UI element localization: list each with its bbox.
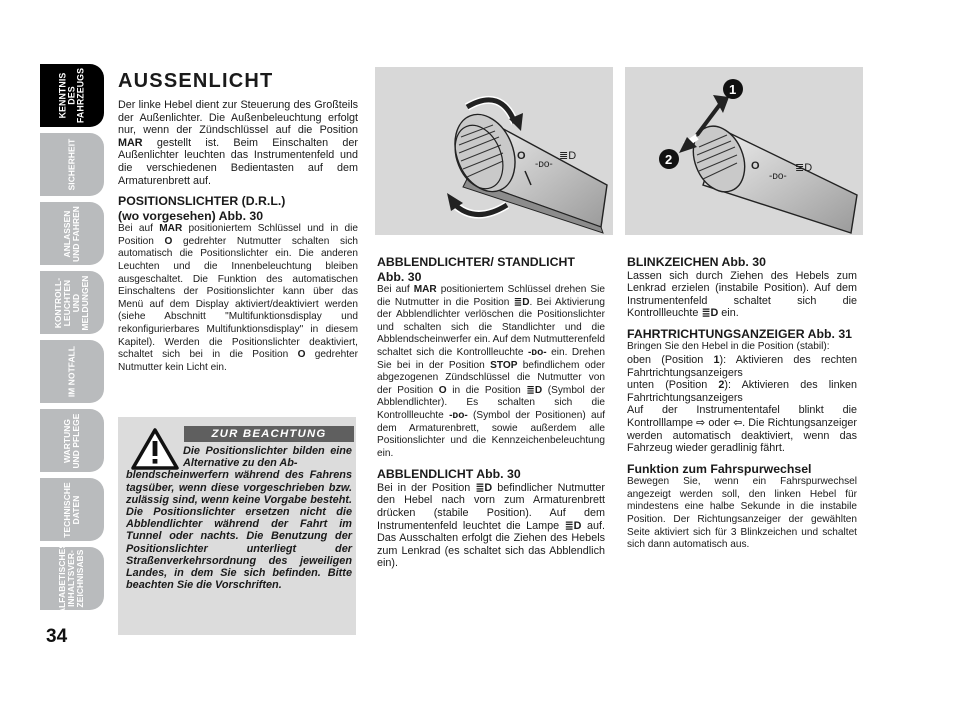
warning-tag: ZUR BEACHTUNG [184, 426, 354, 442]
figure-31-lever [625, 67, 863, 235]
position-light-icon: -ᴅᴏ- [527, 346, 547, 358]
figure-31-label-1: 1 [729, 82, 737, 97]
tab-kontrollleuchten[interactable] [40, 271, 104, 334]
fahrspurwechsel-heading: Funktion zum Fahrspurwechsel [627, 461, 812, 476]
fahrtrichtungsanzeiger-heading: FAHRTRICHTUNGSANZEIGER Abb. 31 [627, 326, 852, 341]
fahrtrichtung-unten: unten (Position 2): Aktivieren des linken Fahrtrichtungsanzeigers [627, 379, 857, 404]
tab-label: KONTROLL- LEUCHTEN UND MELDUNGEN [53, 275, 90, 330]
position-2-badge: 2 [718, 379, 725, 392]
svg-text:≣D: ≣D [559, 150, 577, 162]
high-beam-icon: ≣D [701, 307, 719, 320]
tab-technische-daten[interactable] [40, 478, 104, 541]
tab-label: TECHNISCHE DATEN [62, 481, 81, 538]
column-blinkzeichen [627, 255, 857, 552]
tab-label: IM NOTFALL [66, 345, 77, 398]
position-light-icon: -ᴅᴏ- [449, 409, 468, 421]
tab-label: KENNTNIS DES FAHRZEUGS [57, 67, 86, 124]
tab-sicherheit[interactable] [40, 133, 104, 196]
svg-text:-ᴅᴏ-: -ᴅᴏ- [535, 159, 553, 170]
warning-box [118, 417, 356, 635]
fahrtrichtung-kontrolllampe: Auf der Instrumententafel blinkt die Kontrolllampe ⇨ oder ⇦. Die Richtungsanzeiger werden automatisch deaktiviert, wenn das Fahrzeug wieder geradlinig fährt. [627, 404, 858, 455]
tab-anlassen-und-fahren[interactable] [40, 202, 104, 265]
intro-paragraph: Der linke Hebel dient zur Steuerung des Großteils der Außenlichter. Die Außenbeleuchtung erfolgt nur, wenn der Zündschlüssel auf die Position MAR gestellt ist. Beim Einschalten der Außenlichter leuchten das Instrumentenfeld und die verschiedenen Bedientasten auf dem Armaturenbrett auf. [118, 99, 358, 187]
section-title: AUSSENLICHT [118, 70, 274, 92]
lever-illustration [375, 67, 613, 235]
abblendlicht-paragraph: Bei in der Position ≣D befindlicher Nutmutter den Hebel nach vorn zum Armaturenbrett drücken (stabile Position). Auf dem Instrumentenfeld leuchtet die Lampe ≣D auf. Das Ausschalten erfolgt die Ziehen des Hebels zum Lenkrad (es schaltet sich das Abblendlich ein). [377, 481, 605, 570]
abblendlichter-heading: ABBLENDLICHTER/ STANDLICHT Abb. 30 [377, 255, 575, 284]
figure-31-label-2: 2 [665, 152, 673, 167]
fahrtrichtung-intro: Bringen Sie den Hebel in die Position (stabil): [627, 341, 830, 353]
chapter-tabs [40, 64, 104, 616]
fahrspurwechsel-paragraph: Bewegen Sie, wenn ein Fahrspurwechsel angezeigt werden soll, den linken Hebel für mindestens eine halbe Sekunde in die instabile Position. Der Richtungsanzeiger der gewählten Seite aktiviert sich für 3 Blinkzeichen und schaltet sich dann automatisch aus. [627, 476, 857, 551]
figure-30-lever [375, 67, 613, 235]
low-beam-icon: ≣D [513, 296, 530, 308]
abblendlichter-paragraph: Bei auf MAR positioniertem Schlüssel drehen Sie die Nutmutter in die Position ≣D. Bei Aktivierung der Abblendlichter verlöschen die Positionslichter und schalten sich die Standlichter und die Abblendscheinwerfer ein. Auf dem Nutmutterenfeld schaltet sich die Kontrollleuchte -ᴅᴏ- ein. Drehen Sie bei in der Position STOP befindlichem oder abgezogenen Zündschlüssel die Nutmutter von der Position O in die Position ≣D (Symbol der Abblendlichter). Es schalten sich die Kontrollleuchte -ᴅᴏ- (Symbol der Positionen) auf dem Armaturenbrett, sowie außerdem alle Positionslichter und die Kennzeichenbeleuchtung ein. [377, 284, 606, 459]
positionslichter-heading: POSITIONSLICHTER (D.R.L.) [118, 194, 286, 209]
warning-text: Die Positionslichter bilden eine Alternative zu den Ab- blendscheinwerfern während des Fahrens tagsüber, wenn diese vorgeschrieben bzw. zulässig sind, wenn keine Vorgabe besteht. Die Positionslichter ersetzen nicht die Abblendlichter während der Fahrt im Tunnel oder nachts. Die Benutzung der Positionslichter unterliegt der Straßenverkehrsordnung des jeweiligen Landes, in dem Sie sich befinden. Bitte beachten Sie die Vorschriften. [126, 445, 352, 592]
svg-text:≣D: ≣D [795, 162, 813, 174]
tab-inhaltsverzeichnis[interactable] [40, 542, 104, 615]
tab-kenntnis-des-fahrzeugs[interactable] [40, 64, 104, 127]
tab-label: ANLASSEN UND FAHREN [62, 205, 81, 262]
column-aussenlicht [118, 70, 358, 374]
tab-label: ALFABETISCHES INHALTSVER- ZEICHNISABS [57, 542, 86, 615]
page-number: 34 [46, 626, 68, 647]
positionslichter-paragraph: Bei auf MAR positioniertem Schlüssel und in die Position O gedrehter Nutmutter schalten sich automatisch die Positionslichter ein. Die anderen Leuchten und die Innenbeleuchtung bleiben ausgeschaltet. Die Funktion des automatischen Einschaltens der Positionslichter kann über das Menü auf dem Display aktiviert/deaktiviert werden (siehe Abschnitt "Multifunktionsdisplay und rekonfigurierbares Multifunktionsdisplay" in diesem Kapitel). Werden die Positionslichter deaktiviert, schaltet sich bei in die Position O gedrehter Nutmutter kein Licht ein. [118, 223, 358, 373]
turn-right-icon: ⇨ [696, 416, 706, 429]
svg-text:-ᴅᴏ-: -ᴅᴏ- [769, 171, 787, 182]
abblendlicht-heading: ABBLENDLICHT Abb. 30 [377, 467, 521, 482]
blinkzeichen-paragraph: Lassen sich durch Ziehen des Hebels zum Lenkrad erzielen (instabile Position). Auf dem Instrumentenfeld schaltet sich die Kontrollleuchte ≣D ein. [627, 269, 857, 320]
tab-label: SICHERHEIT [66, 138, 77, 191]
tab-im-notfall[interactable] [40, 340, 104, 403]
lever-illustration [625, 67, 863, 235]
column-abblendlicht [377, 255, 605, 570]
blinkzeichen-heading: BLINKZEICHEN Abb. 30 [627, 255, 766, 269]
positionslichter-subheading: (wo vorgesehen) Abb. 30 [118, 208, 264, 223]
tab-wartung-und-pflege[interactable] [40, 409, 104, 472]
low-beam-icon: ≣D [475, 481, 493, 494]
svg-text:O: O [751, 160, 760, 172]
turn-left-icon: ⇦ [733, 416, 743, 429]
position-1-badge: 1 [713, 353, 720, 366]
low-beam-icon: ≣D [526, 384, 543, 396]
low-beam-icon: ≣D [564, 519, 582, 532]
tab-label: WARTUNG UND PFLEGE [62, 413, 81, 468]
fahrtrichtung-oben: oben (Position 1): Aktivieren des rechten Fahrtrichtungsanzeigers [627, 353, 857, 379]
svg-text:O: O [517, 150, 526, 162]
